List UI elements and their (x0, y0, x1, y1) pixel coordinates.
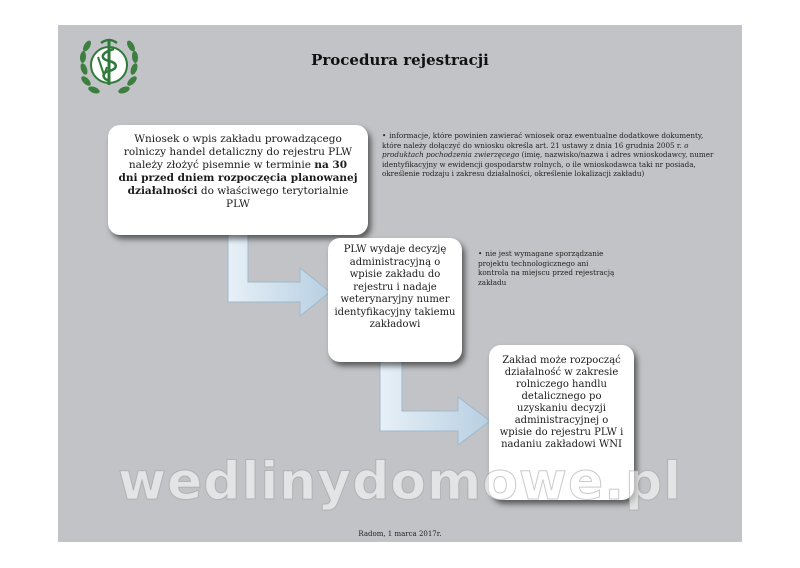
step-1-text-b: do właściwego terytorialnie PLW (197, 185, 349, 210)
watermark: wedlinydomowe.pl (117, 452, 683, 512)
step-2-box (328, 238, 462, 362)
slide-footer: Radom, 1 marca 2017r. (358, 530, 442, 538)
note-1 (382, 131, 720, 179)
slide-title: Procedura rejestracji (311, 51, 489, 69)
step-2-text: PLW wydaje decyzję administracyjną o wpisie zakładu do rejestru i nadaje weterynaryjny numer identyfikacyjny takiemu zakładowi (334, 244, 456, 330)
flow-arrow-1-icon (226, 230, 344, 318)
note-1-bullet: • (382, 131, 387, 140)
step-1-box (108, 125, 368, 235)
note-1-text-italic: o produktach pochodzenia zwierzęcego (382, 140, 689, 159)
note-2-text: nie jest wymagane sporządzanie projektu technologicznego ani kontrola na miejscu przed rejestracją zakładu (478, 249, 615, 287)
step-1-text-bold: na 30 dni przed dniem rozpoczęcia planowanej działalności (118, 159, 358, 197)
note-1-text-a: informacje, które powinien zawierać wniosek oraz ewentualne dodatkowe dokumenty, które należy dołączyć do wniosku określa art. 21 ustawy z dnia 16 grudnia 2005 r. (382, 131, 704, 150)
flow-arrow-2-icon (378, 357, 503, 447)
note-2 (478, 249, 618, 287)
step-1-text-a: Wniosek o wpis zakładu prowadzącego rolniczy handel detaliczny do rejestru PLW należy złożyć pisemnie w terminie (123, 133, 353, 171)
step-3-text: Zakład może rozpocząć działalność w zakresie rolniczego handlu detalicznego po uzyskaniu decyzji administracyjnej o wpisie do rejestru PLW i nadaniu zakładowi WNI (499, 355, 624, 450)
note-1-text-b: (imię, nazwisko/nazwa i adres wnioskodawcy, numer identyfikacyjny w ewidencji gospodarstw rolnych, o ile wnioskodawca taki nr posiada, określenie rodzaju i zakresu działalności, określenie lokalizacji zakładu) (382, 150, 714, 178)
note-2-bullet: • (478, 249, 483, 258)
